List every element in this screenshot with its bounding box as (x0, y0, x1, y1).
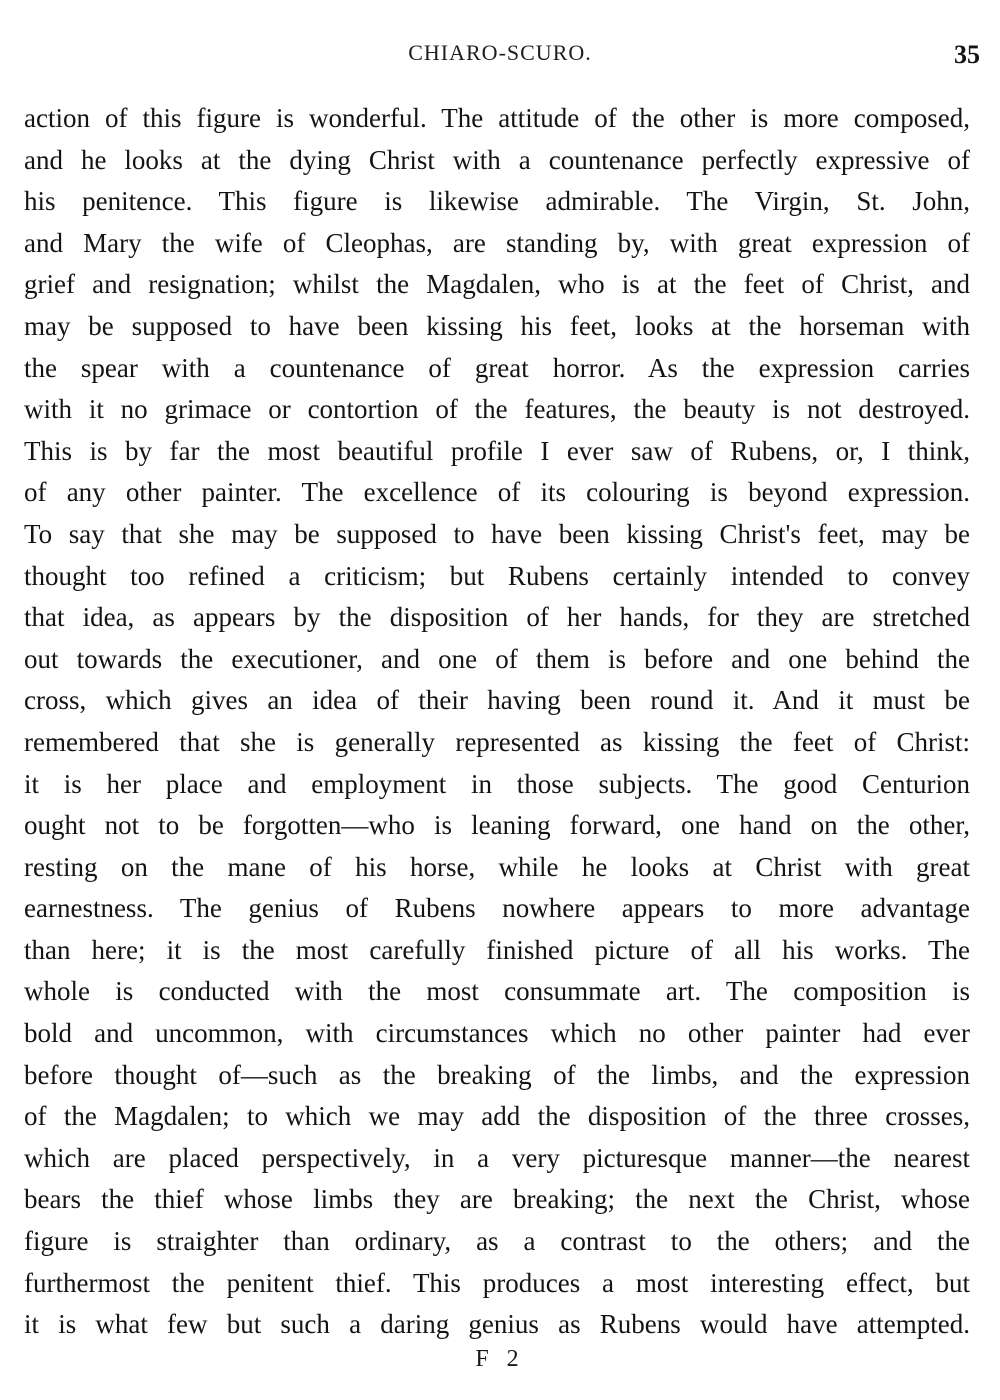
text-line: cross, which gives an idea of their having been round it. And it must be (24, 685, 970, 716)
text-line: and he looks at the dying Christ with a countenance perfectly expressive of (24, 144, 970, 175)
text-line: This is by far the most beautiful profile I ever saw of Rubens, or, I think, (24, 435, 970, 466)
signature-mark: F 2 (475, 1346, 525, 1372)
text-line: and Mary the wife of Cleophas, are standing by, with great expression of (24, 227, 970, 258)
running-title: CHIARO-SCURO. (408, 40, 592, 65)
text-line: thought too refined a criticism; but Rubens certainly intended to convey (24, 560, 970, 591)
text-line: grief and resignation; whilst the Magdalen, who is at the feet of Christ, and (24, 269, 970, 300)
text-line: remembered that she is generally represented as kissing the feet of Christ: (24, 726, 970, 757)
text-line: with it no grimace or contortion of the features, the beauty is not destroyed. (24, 394, 970, 425)
text-line: bold and uncommon, with circumstances which no other painter had ever (24, 1018, 970, 1049)
text-line: ought not to be forgotten—who is leaning forward, one hand on the other, (24, 810, 970, 841)
text-line: bears the thief whose limbs they are breaking; the next the Christ, whose (24, 1184, 970, 1215)
text-line: which are placed perspectively, in a very picturesque manner—the nearest (24, 1142, 970, 1173)
text-line: furthermost the penitent thief. This produces a most interesting effect, but (24, 1267, 970, 1298)
text-line: out towards the executioner, and one of them is before and one behind the (24, 643, 970, 674)
text-line: To say that she may be supposed to have been kissing Christ's feet, may be (24, 518, 970, 549)
text-line: earnestness. The genius of Rubens nowhere appears to more advantage (24, 893, 970, 924)
text-line: of the Magdalen; to which we may add the disposition of the three crosses, (24, 1101, 970, 1132)
text-line: it is her place and employment in those subjects. The good Centurion (24, 768, 970, 799)
text-line: his penitence. This figure is likewise admirable. The Virgin, St. John, (24, 186, 970, 217)
text-line: of any other painter. The excellence of its colouring is beyond expression. (24, 477, 970, 508)
text-line: it is what few but such a daring genius as Rubens would have attempted. (24, 1309, 970, 1340)
text-line: that idea, as appears by the disposition of her hands, for they are stretched (24, 602, 970, 633)
text-line: action of this figure is wonderful. The attitude of the other is more composed, (24, 103, 970, 133)
text-line: the spear with a countenance of great horror. As the expression carries (24, 352, 970, 383)
text-line: whole is conducted with the most consummate art. The composition is (24, 976, 970, 1007)
text-line: may be supposed to have been kissing his feet, looks at the horseman with (24, 310, 970, 341)
body-text (24, 98, 970, 1346)
running-head (0, 40, 1000, 74)
text-line: resting on the mane of his horse, while he looks at Christ with great (24, 851, 970, 882)
text-line: than here; it is the most carefully finished picture of all his works. The (24, 934, 970, 965)
text-line: before thought of—such as the breaking of the limbs, and the expression (24, 1059, 970, 1090)
page-number: 35 (954, 40, 980, 69)
text-line: figure is straighter than ordinary, as a contrast to the others; and the (24, 1226, 970, 1257)
